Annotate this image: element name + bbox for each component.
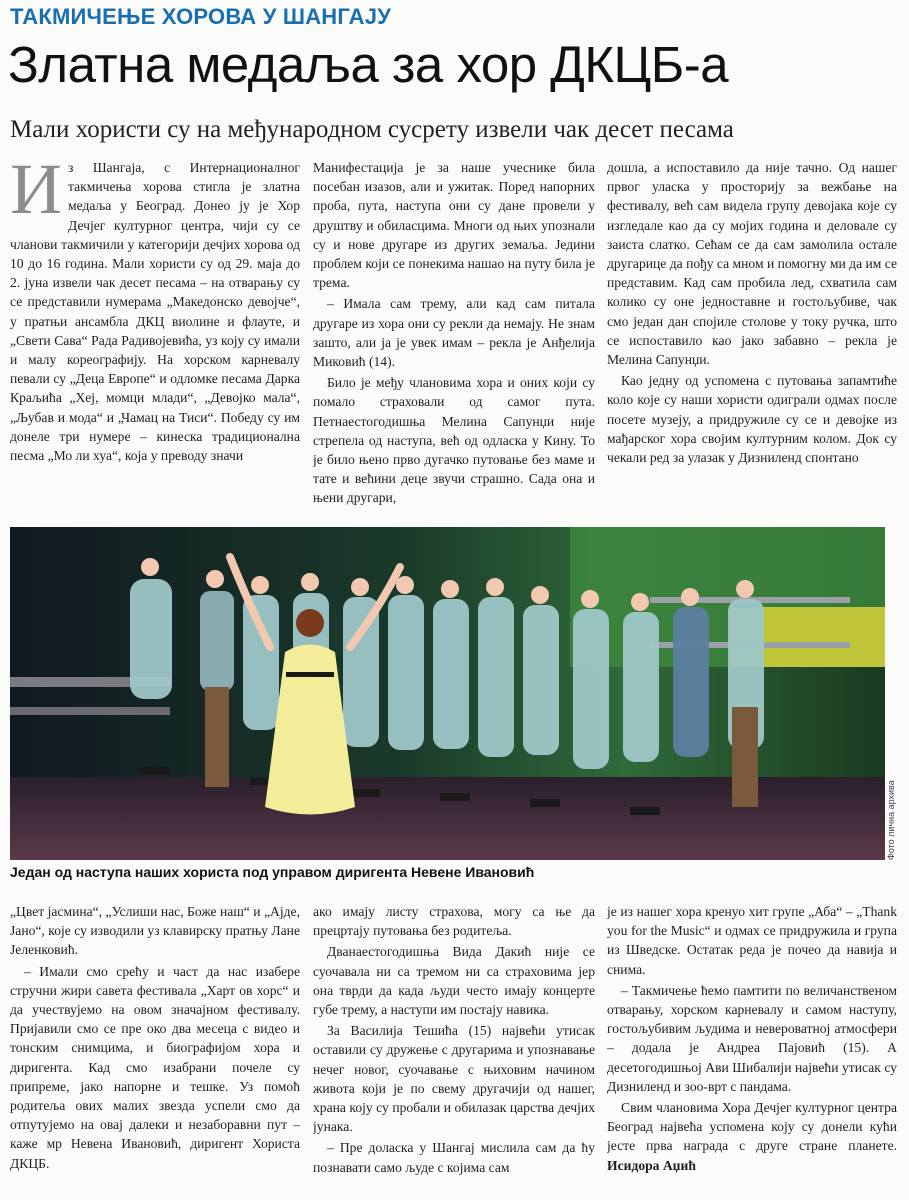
paragraph: дошла, а испоставило да није тачно. Од нашег првог уласка у просторију за вежбање на фестивалу, већ сам видела групу девојака које су изгледале као да су мојих година и деловале су заиста слатко. Сећам се да сам замолила остале другарице да пођу са мном и помогну ми да им се представим. Кад сам пробила лед, схватила сам колико су оне једноставне и гостољубиве, чак смо један дан спојиле столове у току ручка, што се испоставило као јако забавно – рекла је Мелина Сапунџи. xyxy=(607,160,897,368)
column-2 xyxy=(313,158,595,516)
paragraph xyxy=(607,1098,897,1175)
column-4 xyxy=(10,902,300,1198)
paragraph: је из нашег хора кренуо хит групе „Аба“ – „Thank you for the Music“ и одмах се придружила и група из Шведске. Остатак реда је почео да навија и снима. xyxy=(607,904,897,977)
paragraph: – Имала сам трему, али кад сам питала другаре из хора они су рекли да немају. Не знам зашто, али ја је увек имам – рекла је Анђелија Миковић (14). xyxy=(313,296,595,370)
paragraph: За Василија Тешића (15) највећи утисак оставили су дружење с другарима и упознавање нечег новог, суочавање с њиховим начином живота који је по свему другачији од нашег, храна коју су пробали и обилазак царства дечјих јунака. xyxy=(313,1023,595,1135)
paragraph-text: Свим члановима Хора Дечјег културног центра Београд највећа успомена коју су донели кући јесте прва награда с друге стране планете. xyxy=(607,1100,897,1154)
column-1 xyxy=(10,158,300,516)
subheadline: Мали хористи су на међународном сусрету извели чак десет песама xyxy=(10,116,734,143)
choir-photo-illustration xyxy=(10,527,885,860)
column-5 xyxy=(313,902,595,1198)
column-3 xyxy=(607,158,897,516)
paragraph: – Имали смо срећу и част да нас изабере стручни жири савета фестивала „Харт ов хорс“ и да учествујемо на овом значајном фестивалу. Пријавили смо се пре око два месеца с видео и тонским снимцима, и биографијом хора и диригента. Кад смо изабрани почеле су припреме, јако напорне и тешке. Уз помоћ родитеља ових малих звезда успели смо да отпутујемо на овај далеки и незаборавни пут – каже мр Невена Ивановић, диригент Хориста ДКЦБ. xyxy=(10,963,300,1171)
kicker: ТАКМИЧЕЊЕ ХОРОВА У ШАНГАЈУ xyxy=(10,4,392,29)
photo-caption: Један од наступа наших хориста под управом диригента Невене Ивановић xyxy=(10,864,535,880)
paragraph: Манифестација је за наше учеснике била посебан изазов, али и ужитак. Поред напорних проба, пута, наступа они су дане провели у друштву и обиласцима. Многи од њих упознали су и нове другаре из других земаља. Једини проблем који се понекима нашао на путу била је трема. xyxy=(313,160,595,291)
paragraph: з Шангаја, с Интернационалног такмичења хорова стигла је златна медаља у Београд. Донео ју је Хор Дечјег културног центра, чији су се чланови такмичили у категорији дечјих хорова од 10 до 16 година. Мали хористи су од 29. маја до 2. јуна извели чак десет песама – на отварању су се представили нумерама „Македонско девојче“, у пратњи ансамбла ДКЦ виолине и флауте, и „Свети Сава“ Рада Радивојевића, уз коју су имали и малу кореографију. На хорском карневалу певали су „Деца Европе“ и одломке песама Дарка Краљића „Хеј, момци млади“, „Девојко мала“, „Љубав и мода“ и „Чамац на Тиси“. Победу су им донеле три нумере – кинеска традиционална песма „Мо ли хуа“, која у преводу значи xyxy=(10,160,300,464)
paragraph: Као једну од успомена с путовања запамтиће коло које су наши хористи одиграли одмах после посете музеју, а придружиле су се и девојке из мађарског хора својим културним колом. Док су чекали ред за улазак у Дизниленд спонтано xyxy=(607,373,897,466)
byline: Исидора Аџић xyxy=(607,1157,696,1173)
choir-photo xyxy=(10,527,885,860)
headline: Златна медаља за хор ДКЦБ-а xyxy=(8,36,729,93)
paragraph: – Пре доласка у Шангај мислила сам да ћу познавати само људе с којима сам xyxy=(313,1140,595,1175)
drop-cap: И xyxy=(10,158,62,229)
column-6 xyxy=(607,902,897,1198)
paragraph: „Цвет јасмина“, „Услиши нас, Боже наш“ и „Ајде, Јано“, које су изводили уз клавирску пратњу Лане Јеленковић. xyxy=(10,904,300,958)
paragraph: ако имају листу страхова, могу са ње да прецртају путовања без родитеља. xyxy=(313,904,595,939)
paragraph: Дванаестогодишња Вида Дакић није се суочавала ни са тремом ни са страховима јер она тврди да када људи често имају концерте губе трему, а наступи им постају навика. xyxy=(313,944,595,1018)
paragraph: – Такмичење ћемо памтити по величанственом отварању, хорском карневалу и самом наступу, гостољубивим људима и невероватној атмосфери – додала је Андреа Пајовић (15). А десетогодишњој Ави Шибалији највећи утисак су Дизниленд и зоо-врт с пандама. xyxy=(607,982,897,1094)
paragraph: Било је међу члановима хора и оних који су помало страховали од самог пута. Петнаестогодишња Мелина Сапунџи није стрепела од наступа, већ од одласка у Кину. То је било њено прво дугачко путовање без маме и тате и већини деце звучи страшно. Сада она и њени другари, xyxy=(313,375,595,506)
photo-credit: Фото лична архива xyxy=(886,780,896,860)
